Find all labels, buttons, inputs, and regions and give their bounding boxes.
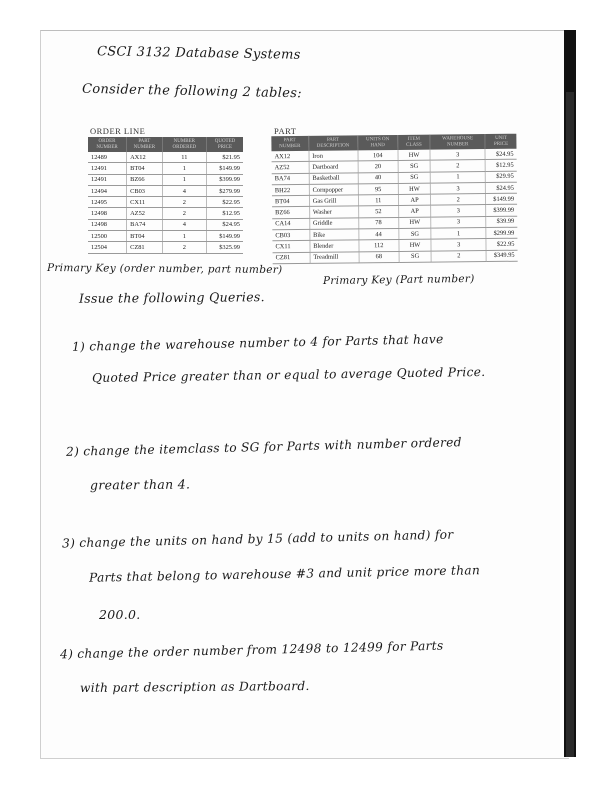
table-cell: Griddle	[309, 218, 358, 230]
order-line-table-label: ORDER LINE	[90, 126, 146, 136]
table-cell: SG	[398, 160, 430, 172]
table-cell: CZ81	[273, 252, 310, 264]
table-cell: AZ52	[272, 162, 309, 174]
table-cell: 3	[431, 205, 486, 217]
table-cell: 2	[162, 197, 206, 208]
table-cell: $299.99	[486, 227, 517, 239]
table-cell: 3	[431, 239, 486, 251]
table-cell: AP	[399, 206, 431, 218]
table-cell: BA74	[272, 173, 309, 185]
table-cell: 12491	[88, 174, 127, 185]
table-row	[88, 152, 243, 163]
table-cell: 11	[358, 195, 399, 207]
table-cell: CA14	[272, 218, 309, 230]
table-row	[88, 185, 243, 196]
table-cell: $399.99	[486, 205, 517, 217]
table-cell: SG	[399, 251, 431, 263]
part-primary-key-note: Primary Key (Part number)	[322, 272, 475, 288]
table-cell: Bike	[310, 229, 359, 241]
table-cell: 12498	[88, 208, 127, 219]
table-cell: $24.95	[486, 182, 517, 194]
table-cell: BZ66	[272, 207, 309, 219]
table-cell: BA74	[127, 219, 163, 230]
table-cell: 12495	[88, 197, 127, 208]
column-header: UNIT PRICE	[485, 134, 516, 149]
table-cell: $24.95	[485, 149, 516, 160]
table-cell: SG	[399, 228, 431, 240]
table-cell: $12.95	[485, 160, 516, 172]
table-cell: Blender	[310, 240, 359, 252]
table-cell: 1	[162, 163, 206, 174]
column-header: QUOTED PRICE	[207, 137, 244, 152]
table-row	[273, 250, 518, 264]
table-cell: $24.95	[207, 219, 244, 230]
table-cell: 2	[162, 242, 206, 253]
table-cell: 112	[358, 240, 399, 252]
table-cell: BZ66	[127, 174, 163, 185]
table-row	[88, 219, 243, 230]
table-cell: AX12	[271, 151, 308, 162]
table-row	[88, 231, 243, 242]
table-cell: 2	[431, 194, 486, 206]
table-cell: $22.95	[207, 197, 244, 208]
intro-text: Consider the following 2 tables:	[81, 81, 302, 102]
table-cell: BT04	[272, 196, 309, 208]
table-cell: Treadmill	[310, 252, 359, 264]
table-cell: SG	[398, 172, 430, 184]
order-line-primary-key-note: Primary Key (order number, part number)	[46, 261, 283, 277]
table-cell: 40	[358, 172, 399, 184]
table-cell: 12491	[88, 163, 127, 174]
query-3-line-3: 200.0.	[99, 607, 141, 622]
query-4-line-2: with part description as Dartboard.	[79, 678, 310, 696]
table-cell: 2	[162, 208, 206, 219]
table-cell: 2	[430, 160, 485, 172]
table-cell: $29.95	[486, 171, 517, 183]
table-cell: Cornpopper	[309, 184, 358, 196]
column-header: ITEM CLASS	[398, 135, 430, 150]
table-cell: Washer	[309, 206, 358, 218]
column-header: NUMBER ORDERED	[162, 137, 206, 152]
table-cell: 1	[162, 174, 206, 185]
table-cell: 12498	[88, 219, 127, 230]
table-cell: 1	[162, 231, 206, 242]
query-1-line-2: Quoted Price greater than or equal to average Quoted Price.	[91, 364, 486, 386]
table-cell: 52	[358, 206, 399, 218]
table-cell: 12504	[88, 242, 127, 253]
table-cell: 12500	[88, 231, 127, 242]
table-cell: $21.95	[207, 152, 244, 163]
table-row	[88, 163, 243, 174]
table-cell: 95	[358, 183, 399, 195]
table-cell: 78	[358, 217, 399, 229]
table-cell: 12494	[88, 185, 127, 196]
table-row	[88, 174, 243, 185]
queries-heading: Issue the following Queries.	[78, 289, 265, 306]
table-row	[88, 208, 243, 219]
table-cell: HW	[398, 183, 430, 195]
table-cell: BT04	[127, 231, 163, 242]
table-cell: AP	[398, 194, 430, 206]
table-cell: Iron	[309, 150, 358, 161]
query-1-line-1: 1) change the warehouse number to 4 for Parts that have	[71, 332, 444, 354]
course-title: CSCI 3132 Database Systems	[96, 44, 301, 63]
table-cell: 3	[430, 149, 485, 160]
table-cell: Basketball	[309, 172, 358, 184]
scan-binding-shadow	[566, 92, 574, 757]
table-cell: HW	[398, 150, 430, 161]
table-cell: Gas Grill	[309, 195, 358, 207]
table-cell: AZ52	[127, 208, 163, 219]
column-header: PART NUMBER	[271, 136, 308, 151]
column-header: ORDER NUMBER	[88, 137, 127, 152]
table-cell: HW	[399, 239, 431, 251]
table-cell: CX11	[272, 241, 309, 253]
query-3-line-1: 3) change the units on hand by 15 (add to units on hand) for	[61, 527, 454, 551]
table-cell: 11	[162, 152, 206, 163]
query-4-line-1: 4) change the order number from 12498 to 12499 for Parts	[59, 638, 444, 662]
table-cell: CZ81	[127, 242, 163, 253]
table-cell: $349.95	[486, 250, 517, 262]
table-cell: BH22	[272, 184, 309, 196]
table-cell: AX12	[127, 152, 163, 163]
table-cell: 68	[359, 251, 400, 263]
table-cell: 2	[431, 250, 486, 262]
table-row	[88, 242, 243, 253]
query-2-line-1: 2) change the itemclass to SG for Parts with number ordered	[65, 435, 462, 459]
table-row	[88, 197, 243, 208]
table-cell: 4	[162, 185, 206, 196]
table-cell: HW	[399, 217, 431, 229]
table-cell: 3	[430, 182, 485, 194]
table-cell: $149.99	[207, 231, 244, 242]
part-table-label: PART	[274, 126, 297, 136]
table-cell: BT04	[127, 163, 163, 174]
table-cell: 4	[162, 219, 206, 230]
table-cell: 1	[431, 228, 486, 240]
table-cell: $279.99	[207, 185, 244, 196]
query-2-line-2: greater than 4.	[89, 476, 191, 493]
table-cell: 104	[358, 150, 399, 161]
table-cell: $39.99	[486, 216, 517, 228]
table-cell: $149.99	[486, 193, 517, 205]
table-cell: $325.99	[207, 242, 244, 253]
table-cell: CX11	[127, 197, 163, 208]
table-cell: 44	[358, 229, 399, 241]
table-cell: $12.95	[207, 208, 244, 219]
column-header: UNITS ON HAND	[357, 135, 398, 150]
part-table	[271, 134, 517, 265]
query-3-line-2: Parts that belong to warehouse #3 and unit price more than	[88, 563, 481, 585]
table-cell: 1	[430, 171, 485, 183]
table-cell: Dartboard	[309, 161, 358, 173]
column-header: PART DESCRIPTION	[309, 135, 358, 151]
column-header: PART NUMBER	[127, 137, 163, 152]
table-cell: 3	[431, 216, 486, 228]
order-line-table	[88, 137, 243, 254]
table-cell: 20	[358, 161, 399, 173]
table-cell: $22.95	[486, 239, 517, 251]
table-cell: $399.99	[207, 174, 244, 185]
table-cell: $149.99	[207, 163, 244, 174]
table-cell: CB03	[272, 229, 309, 241]
column-header: WAREHOUSE NUMBER	[430, 134, 485, 150]
table-cell: CB03	[127, 185, 163, 196]
table-cell: 12489	[88, 152, 127, 163]
